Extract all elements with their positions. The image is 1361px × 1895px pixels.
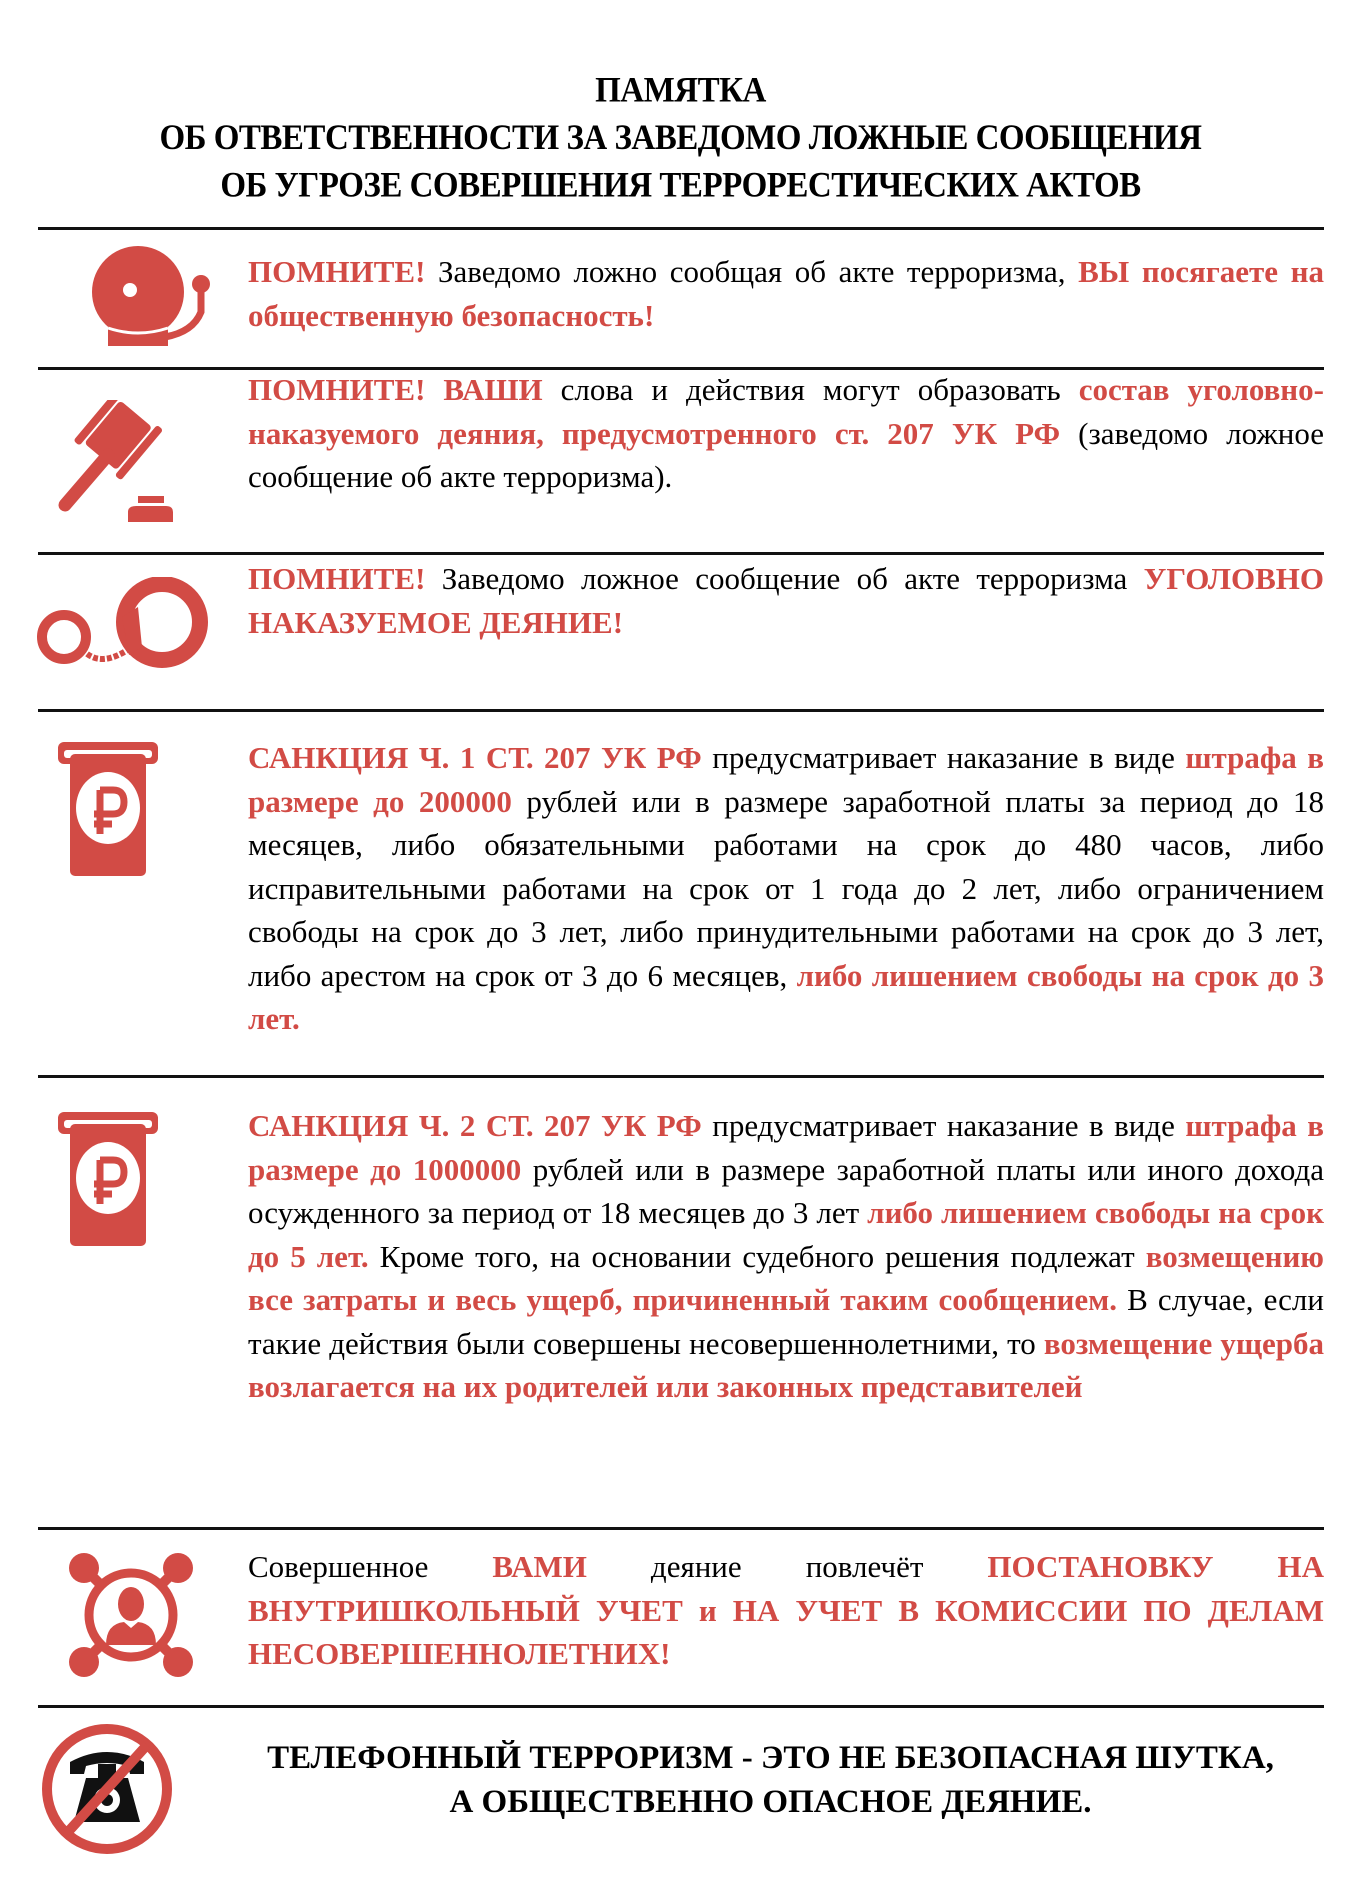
highlight-text: ПОСТАНОВКУ НА ВНУТРИШКОЛЬНЫЙ УЧЕТ и НА УЧЕТ В КОМИССИИ ПО ДЕЛАМ НЕСОВЕРШЕННОЛЕТНИХ! — [248, 1549, 1324, 1671]
highlight-text: ПОМНИТЕ! — [248, 254, 426, 289]
body-text: Заведомо ложно сообщая об акте терроризма, — [425, 254, 1079, 289]
section-text — [248, 1104, 1324, 1409]
highlight-text: САНКЦИЯ Ч. 1 СТ. 207 УК РФ — [248, 740, 702, 775]
document-title — [0, 67, 1361, 210]
body-text: предусматривает наказание в виде — [701, 740, 1186, 775]
body-text: Совершенное — [248, 1549, 493, 1584]
no-phone-icon — [40, 1722, 174, 1861]
highlight-text: штрафа в размере до 200000 — [248, 740, 1324, 819]
body-text: рублей или в размере заработной платы за период до 18 месяцев, либо обязательными работами на срок до 480 часов, либо исправительными работами на срок от 1 года до 2 лет, либо ограничением свободы на срок до 3 лет, либо принудительными работами на срок до 3 лет, либо арестом на срок от 3 до 6 месяцев, — [248, 783, 1324, 993]
highlight-text: либо лишением свободы на срок до 5 лет. — [248, 1195, 1324, 1274]
section-text — [248, 368, 1324, 499]
highlight-text: возмещению все затраты и весь ущерб, причиненный таким сообщением. — [248, 1238, 1324, 1317]
handcuffs-icon — [34, 577, 214, 682]
footer-line-2: А ОБЩЕСТВЕННО ОПАСНОЕ ДЕЯНИЕ. — [449, 1784, 1092, 1820]
section-text — [248, 1545, 1324, 1676]
section-sanction-part-2 — [38, 1078, 1324, 1528]
ruble-receipt-icon — [58, 742, 158, 882]
body-text: В случае, если такие действия были совершены несовершеннолетними, то — [248, 1282, 1324, 1361]
section-criminal-act — [38, 555, 1324, 710]
body-text: Кроме того, на основании судебного решения подлежат — [368, 1238, 1146, 1274]
section-text — [248, 736, 1324, 1041]
body-text: Заведомо ложное сообщение об акте терроризма — [425, 561, 1144, 596]
title-line-3: ОБ УГРОЗЕ СОВЕРШЕНИЯ ТЕРРОРЕСТИЧЕСКИХ АКТОВ — [220, 166, 1141, 205]
highlight-text: возмещение ущерба возлагается на их родителей или законных представителей — [248, 1325, 1324, 1404]
highlight-text: ПОМНИТЕ! ВАШИ — [248, 372, 543, 407]
gavel-icon — [53, 400, 183, 535]
title-line-1: ПАМЯТКА — [595, 71, 766, 110]
section-sanction-part-1 — [38, 712, 1324, 1075]
body-text: (заведомо ложное сообщение об акте терроризма). — [248, 415, 1325, 494]
highlight-text: штрафа в размере до 1000000 — [248, 1108, 1324, 1187]
footer-warning — [38, 1708, 1324, 1895]
highlight-text: либо лишением свободы на срок до 3 лет. — [248, 957, 1325, 1036]
highlight-text: САНКЦИЯ Ч. 2 СТ. 207 УК РФ — [248, 1108, 702, 1143]
body-text: рублей или в размере заработной платы или иного дохода осужденного за период от 18 месяцев до 3 лет — [248, 1151, 1324, 1230]
section-text — [248, 557, 1324, 644]
highlight-text: ПОМНИТЕ! — [248, 561, 426, 596]
body-text: предусматривает наказание в виде — [701, 1108, 1186, 1143]
body-text: слова и действия могут образовать — [542, 372, 1079, 407]
title-line-2: ОБ ОТВЕТСТВЕННОСТИ ЗА ЗАВЕДОМО ЛОЖНЫЕ СООБЩЕНИЯ — [159, 118, 1202, 158]
section-text — [248, 250, 1324, 337]
alarm-bell-icon — [83, 242, 213, 357]
highlight-text: УГОЛОВНО НАКАЗУЕМОЕ ДЕЯНИЕ! — [248, 561, 1324, 640]
section-criminal-offense — [38, 370, 1324, 553]
highlight-text: ВЫ посягаете на общественную безопасность! — [248, 254, 1324, 333]
footer-line-1: ТЕЛЕФОННЫЙ ТЕРРОРИЗМ - ЭТО НЕ БЕЗОПАСНАЯ ШУТКА, — [267, 1740, 1274, 1776]
ruble-receipt-icon — [58, 1112, 158, 1252]
section-registration — [38, 1530, 1324, 1705]
section-public-safety — [38, 230, 1324, 368]
highlight-text: состав уголовно-наказуемого деяния, предусмотренного ст. 207 УК РФ — [248, 372, 1324, 451]
person-network-icon — [66, 1550, 196, 1685]
highlight-text: ВАМИ — [492, 1549, 587, 1584]
body-text: деяние повлечёт — [586, 1549, 988, 1584]
footer-text — [183, 1736, 1358, 1824]
